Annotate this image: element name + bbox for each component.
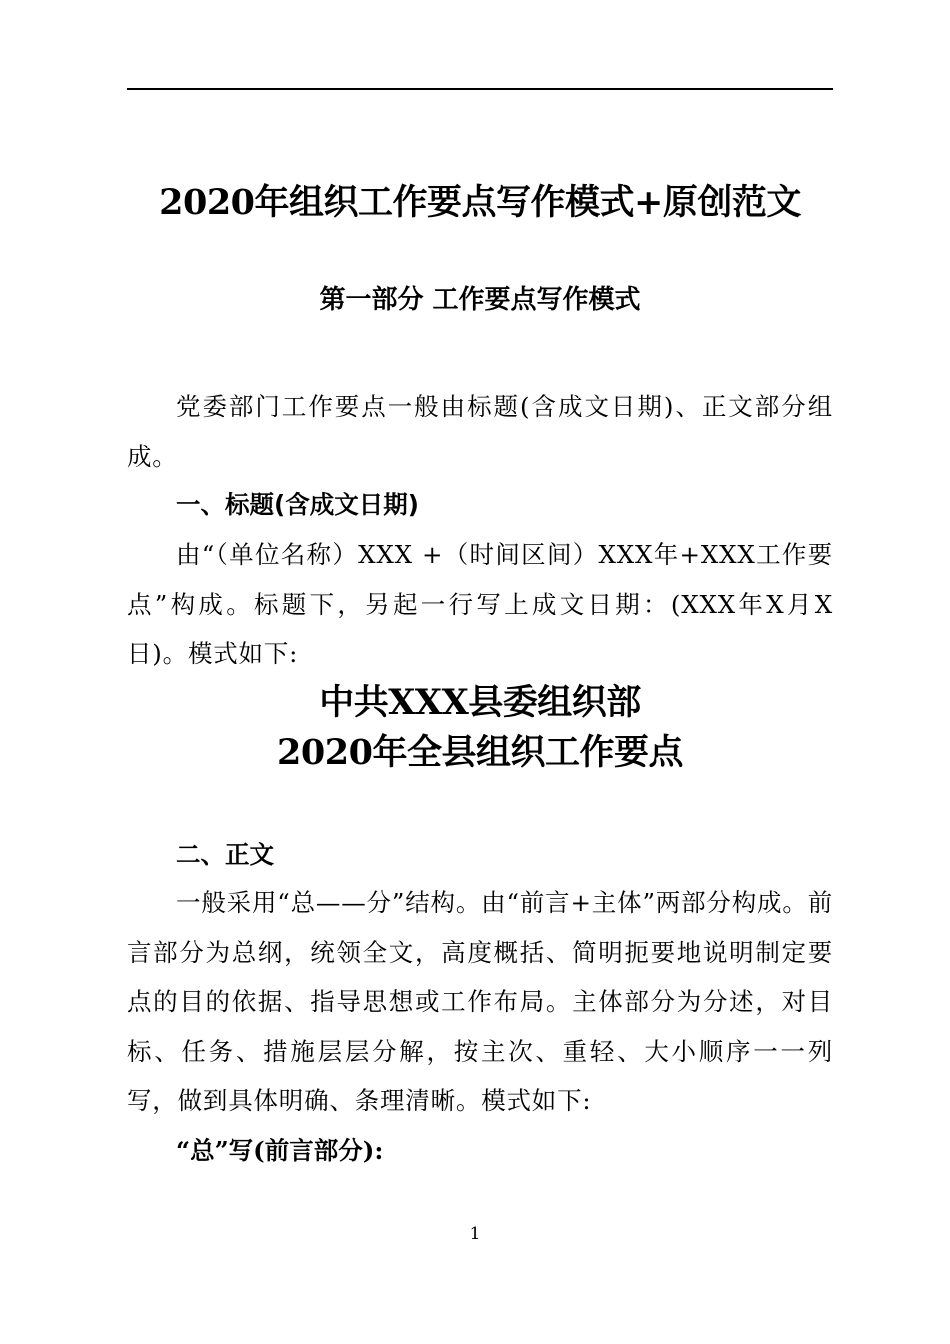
- section-heading-title: 一、标题(含成文日期): [176, 490, 419, 519]
- section-heading-body: 二、正文: [176, 840, 274, 869]
- section-body-paragraph: 一般采用“总——分”结构。由“前言+主体”两部分构成。前言部分为总纲，统领全文，高度概括、简明扼要地说明制定要点的目的依据、指导思想或工作布局。主体部分为分述，对目标、任务、措施层层分解，按主次、重轻、大小顺序一一列写，做到具体明确、条理清晰。模式如下:: [127, 888, 833, 1115]
- document-title: 2020年组织工作要点写作模式+原创范文: [159, 182, 801, 223]
- intro-paragraph: 党委部门工作要点一般由标题(含成文日期)、正文部分组成。: [127, 392, 833, 471]
- example-title-block: [127, 678, 833, 778]
- page-number: 1: [469, 1224, 481, 1244]
- header-rule: [127, 88, 833, 90]
- subheading-zong: “总”写(前言部分):: [176, 1136, 384, 1165]
- section-title-body: 由“（单位名称）XXX +（时间区间）XXX年+XXX工作要点”构成。标题下，另起一行写上成文日期：(XXX年X月X日)。模式如下:: [127, 540, 833, 668]
- part-heading: 第一部分 工作要点写作模式: [319, 285, 641, 315]
- example-title-line-2: 2020年全县组织工作要点: [277, 732, 683, 773]
- example-title-line-1: 中共XXX县委组织部: [319, 682, 641, 723]
